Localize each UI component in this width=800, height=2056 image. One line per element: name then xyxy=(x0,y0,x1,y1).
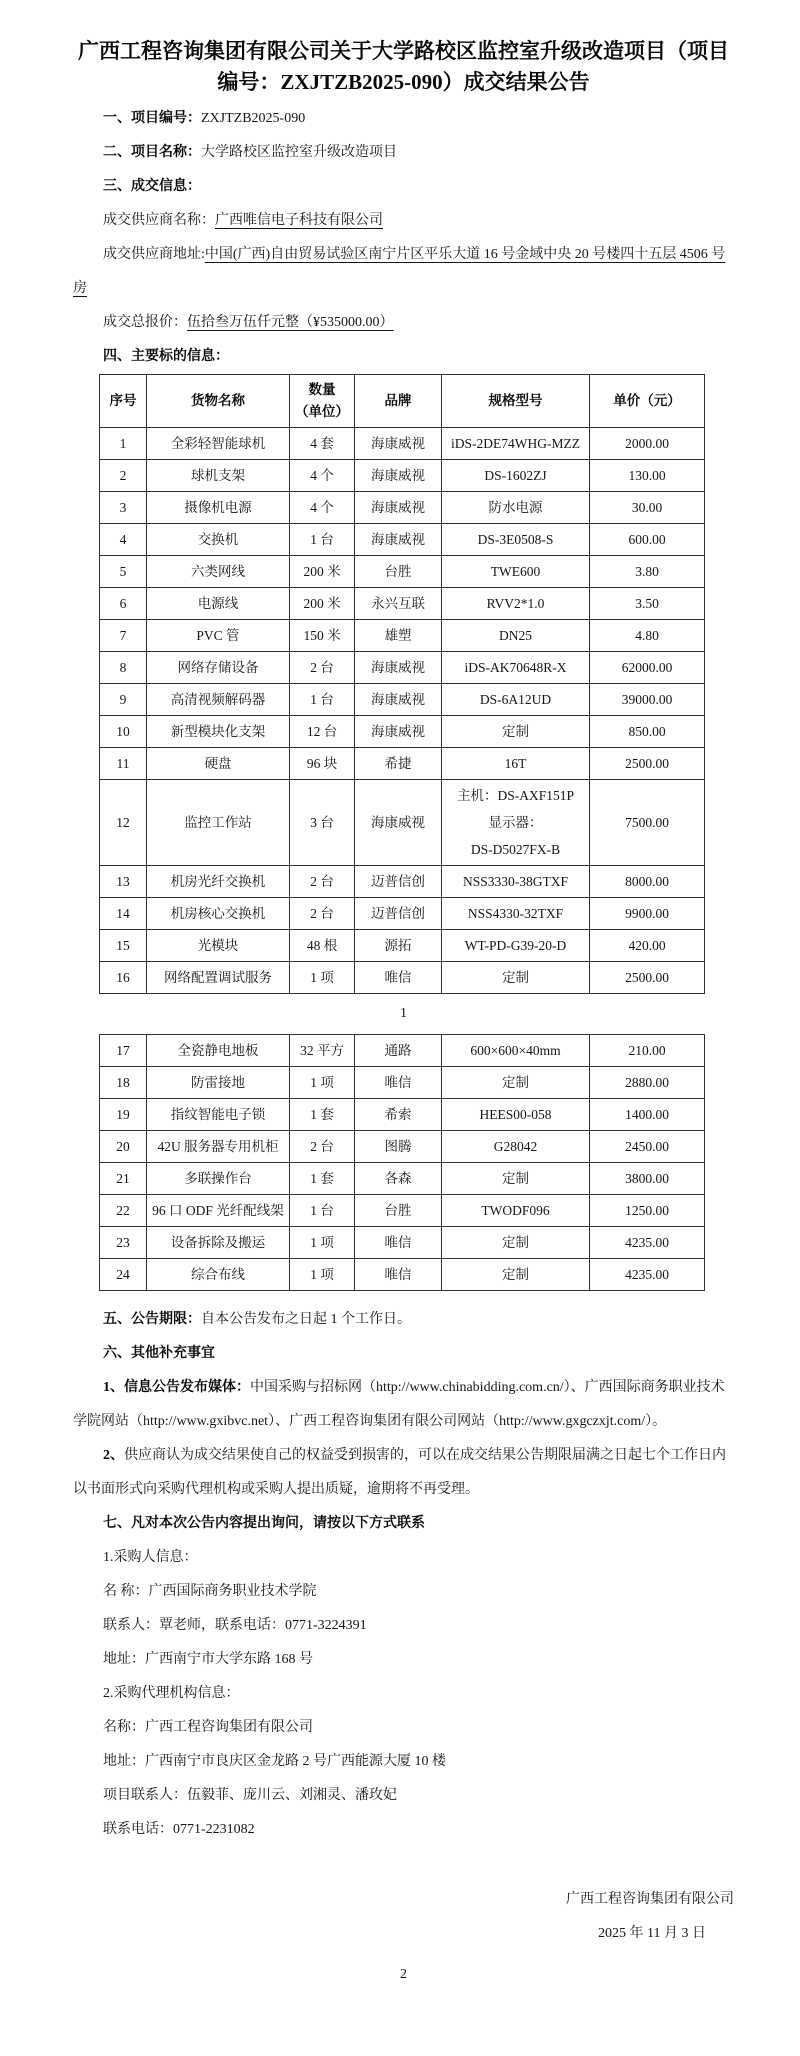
cell-spec: HEES00-058 xyxy=(442,1099,590,1131)
cell-spec: DS-6A12UD xyxy=(442,684,590,716)
agency-name-line: 名称：广西工程咨询集团有限公司 xyxy=(103,1720,313,1735)
cell-unit-price: 2450.00 xyxy=(590,1131,705,1163)
cell-spec: iDS-2DE74WHG-MZZ xyxy=(442,428,590,460)
cell-quantity: 1 台 xyxy=(290,524,355,556)
cell-index: 16 xyxy=(100,962,147,994)
cell-index: 22 xyxy=(100,1195,147,1227)
cell-item-name: 全彩轻智能球机 xyxy=(147,428,290,460)
cell-item-name: 网络存储设备 xyxy=(147,652,290,684)
cell-brand: 希捷 xyxy=(355,748,442,780)
footer-date: 2025 年 11 月 3 日 xyxy=(598,1926,706,1941)
cell-quantity: 1 套 xyxy=(290,1163,355,1195)
cell-unit-price: 62000.00 xyxy=(590,652,705,684)
cell-item-name: 96 口 ODF 光纤配线架 xyxy=(147,1195,290,1227)
cell-unit-price: 2880.00 xyxy=(590,1067,705,1099)
table-row xyxy=(100,588,705,620)
page-title: 广西工程咨询集团有限公司关于大学路校区监控室升级改造项目（项目编号：ZXJTZB2025-090）成交结果公告 xyxy=(78,39,729,94)
cell-brand: 各森 xyxy=(355,1163,442,1195)
table-row xyxy=(100,930,705,962)
cell-unit-price: 210.00 xyxy=(590,1035,705,1067)
cell-index: 11 xyxy=(100,748,147,780)
cell-spec: 定制 xyxy=(442,1067,590,1099)
cell-spec: DS-3E0508-S xyxy=(442,524,590,556)
cell-brand: 海康威视 xyxy=(355,684,442,716)
cell-item-name: 交换机 xyxy=(147,524,290,556)
objection-label: 2、 xyxy=(103,1448,124,1463)
cell-brand: 海康威视 xyxy=(355,780,442,866)
cell-spec: 600×600×40mm xyxy=(442,1035,590,1067)
cell-unit-price: 420.00 xyxy=(590,930,705,962)
cell-index: 17 xyxy=(100,1035,147,1067)
cell-brand: 海康威视 xyxy=(355,428,442,460)
cell-unit-price: 30.00 xyxy=(590,492,705,524)
cell-quantity: 2 台 xyxy=(290,898,355,930)
table-row xyxy=(100,1131,705,1163)
cell-item-name: 指纹智能电子锁 xyxy=(147,1099,290,1131)
table-row xyxy=(100,866,705,898)
table-row xyxy=(100,780,705,866)
cell-spec: 16T xyxy=(442,748,590,780)
media-line xyxy=(73,1371,734,1439)
project-name-value: 大学路校区监控室升级改造项目 xyxy=(201,145,397,160)
table-row xyxy=(100,620,705,652)
project-name-line xyxy=(73,136,734,170)
table-row xyxy=(100,652,705,684)
supplier-address-value: 中国(广西)自由贸易试验区南宁片区平乐大道 16 号金域中央 20 号楼四十五层 4506 号房 xyxy=(73,247,726,296)
cell-index: 24 xyxy=(100,1259,147,1291)
cell-unit-price: 600.00 xyxy=(590,524,705,556)
cell-item-name: 机房光纤交换机 xyxy=(147,866,290,898)
cell-spec: TWODF096 xyxy=(442,1195,590,1227)
cell-unit-price: 2000.00 xyxy=(590,428,705,460)
cell-quantity: 4 个 xyxy=(290,492,355,524)
cell-index: 3 xyxy=(100,492,147,524)
footer-organization: 广西工程咨询集团有限公司 xyxy=(566,1892,734,1907)
supplier-address-line xyxy=(73,238,734,306)
cell-unit-price: 2500.00 xyxy=(590,962,705,994)
period-value: 自本公告发布之日起 1 个工作日。 xyxy=(201,1312,411,1327)
cell-quantity: 2 台 xyxy=(290,1131,355,1163)
period-line xyxy=(73,1303,734,1337)
contact-heading: 七、凡对本次公告内容提出询问，请按以下方式联系 xyxy=(103,1516,425,1531)
cell-brand: 海康威视 xyxy=(355,524,442,556)
cell-index: 5 xyxy=(100,556,147,588)
cell-unit-price: 3800.00 xyxy=(590,1163,705,1195)
media-value: 中国采购与招标网（http://www.chinabidding.com.cn/）、广西国际商务职业技术学院网站（http://www.gxibvc.net）、广西工程咨询集团有限公司网站（http://www.gxgczxjt.com/）。 xyxy=(73,1380,725,1429)
project-number-value: ZXJTZB2025-090 xyxy=(201,111,306,126)
header-index: 序号 xyxy=(100,375,147,428)
header-unit-price: 单价（元） xyxy=(590,375,705,428)
cell-brand: 通路 xyxy=(355,1035,442,1067)
cell-brand: 海康威视 xyxy=(355,460,442,492)
table-row xyxy=(100,898,705,930)
table-row xyxy=(100,748,705,780)
cell-brand: 海康威视 xyxy=(355,492,442,524)
cell-item-name: 多联操作台 xyxy=(147,1163,290,1195)
cell-index: 2 xyxy=(100,460,147,492)
table-row xyxy=(100,1067,705,1099)
cell-quantity: 1 项 xyxy=(290,1227,355,1259)
cell-quantity: 32 平方 xyxy=(290,1035,355,1067)
cell-spec: 主机：DS-AXF151P 显示器： DS-D5027FX-B xyxy=(442,780,590,866)
cell-unit-price: 9900.00 xyxy=(590,898,705,930)
cell-item-name: 综合布线 xyxy=(147,1259,290,1291)
cell-quantity: 2 台 xyxy=(290,652,355,684)
purchaser-address-line: 地址：广西南宁市大学东路 168 号 xyxy=(103,1652,313,1667)
cell-unit-price: 1400.00 xyxy=(590,1099,705,1131)
cell-spec: 定制 xyxy=(442,1227,590,1259)
cell-quantity: 1 项 xyxy=(290,1259,355,1291)
cell-unit-price: 4235.00 xyxy=(590,1259,705,1291)
cell-spec: WT-PD-G39-20-D xyxy=(442,930,590,962)
cell-brand: 唯信 xyxy=(355,1259,442,1291)
table-row xyxy=(100,492,705,524)
cell-brand: 雄塑 xyxy=(355,620,442,652)
cell-index: 14 xyxy=(100,898,147,930)
table-row xyxy=(100,428,705,460)
header-item-name: 货物名称 xyxy=(147,375,290,428)
cell-spec: 防水电源 xyxy=(442,492,590,524)
agency-phone-line: 联系电话：0771-2231082 xyxy=(103,1822,255,1837)
table-row xyxy=(100,1259,705,1291)
cell-item-name: 设备拆除及搬运 xyxy=(147,1227,290,1259)
cell-index: 19 xyxy=(100,1099,147,1131)
cell-item-name: 球机支架 xyxy=(147,460,290,492)
cell-quantity: 200 米 xyxy=(290,556,355,588)
cell-brand: 唯信 xyxy=(355,1067,442,1099)
cell-spec: 定制 xyxy=(442,1163,590,1195)
cell-quantity: 96 块 xyxy=(290,748,355,780)
cell-spec: G28042 xyxy=(442,1131,590,1163)
media-label: 1、信息公告发布媒体： xyxy=(103,1380,250,1395)
cell-quantity: 1 项 xyxy=(290,1067,355,1099)
other-heading: 六、其他补充事宜 xyxy=(103,1346,215,1361)
cell-index: 18 xyxy=(100,1067,147,1099)
total-price-line xyxy=(73,306,734,340)
cell-index: 1 xyxy=(100,428,147,460)
table-row xyxy=(100,716,705,748)
cell-quantity: 3 台 xyxy=(290,780,355,866)
cell-item-name: 电源线 xyxy=(147,588,290,620)
cell-brand: 海康威视 xyxy=(355,652,442,684)
cell-spec: DN25 xyxy=(442,620,590,652)
table-row xyxy=(100,1035,705,1067)
cell-quantity: 48 根 xyxy=(290,930,355,962)
cell-index: 10 xyxy=(100,716,147,748)
cell-brand: 图腾 xyxy=(355,1131,442,1163)
cell-spec: TWE600 xyxy=(442,556,590,588)
cell-item-name: PVC 管 xyxy=(147,620,290,652)
cell-brand: 海康威视 xyxy=(355,716,442,748)
cell-brand: 台胜 xyxy=(355,556,442,588)
cell-index: 13 xyxy=(100,866,147,898)
header-spec: 规格型号 xyxy=(442,375,590,428)
cell-brand: 唯信 xyxy=(355,1227,442,1259)
header-quantity: 数量 （单位） xyxy=(290,375,355,428)
cell-index: 12 xyxy=(100,780,147,866)
cell-unit-price: 850.00 xyxy=(590,716,705,748)
agency-address-line: 地址：广西南宁市良庆区金龙路 2 号广西能源大厦 10 楼 xyxy=(103,1754,446,1769)
cell-quantity: 1 项 xyxy=(290,962,355,994)
cell-index: 4 xyxy=(100,524,147,556)
purchaser-heading: 1.采购人信息： xyxy=(103,1550,198,1565)
header-brand: 品牌 xyxy=(355,375,442,428)
cell-item-name: 全瓷静电地板 xyxy=(147,1035,290,1067)
cell-spec: 定制 xyxy=(442,1259,590,1291)
cell-brand: 迈普信创 xyxy=(355,866,442,898)
cell-spec: DS-1602ZJ xyxy=(442,460,590,492)
table-row xyxy=(100,524,705,556)
cell-index: 23 xyxy=(100,1227,147,1259)
cell-unit-price: 2500.00 xyxy=(590,748,705,780)
project-number-line xyxy=(73,102,734,136)
cell-unit-price: 7500.00 xyxy=(590,780,705,866)
cell-spec: iDS-AK70648R-X xyxy=(442,652,590,684)
cell-brand: 源拓 xyxy=(355,930,442,962)
cell-unit-price: 3.50 xyxy=(590,588,705,620)
page-number-2: 2 xyxy=(400,1967,407,1982)
cell-unit-price: 8000.00 xyxy=(590,866,705,898)
cell-spec: RVV2*1.0 xyxy=(442,588,590,620)
cell-unit-price: 1250.00 xyxy=(590,1195,705,1227)
cell-index: 15 xyxy=(100,930,147,962)
items-table-header-row xyxy=(100,375,705,428)
cell-brand: 台胜 xyxy=(355,1195,442,1227)
table-row xyxy=(100,1163,705,1195)
cell-brand: 希索 xyxy=(355,1099,442,1131)
table-row xyxy=(100,1195,705,1227)
table-row xyxy=(100,1227,705,1259)
cell-brand: 永兴互联 xyxy=(355,588,442,620)
deal-info-heading: 三、成交信息： xyxy=(103,179,201,194)
project-number-label: 一、项目编号： xyxy=(103,111,201,126)
cell-quantity: 1 台 xyxy=(290,684,355,716)
agency-heading: 2.采购代理机构信息： xyxy=(103,1686,240,1701)
table-row xyxy=(100,460,705,492)
table-row xyxy=(100,962,705,994)
cell-index: 6 xyxy=(100,588,147,620)
cell-index: 21 xyxy=(100,1163,147,1195)
cell-index: 20 xyxy=(100,1131,147,1163)
table-row xyxy=(100,684,705,716)
items-table-page1 xyxy=(99,374,705,994)
cell-quantity: 2 台 xyxy=(290,866,355,898)
cell-quantity: 4 套 xyxy=(290,428,355,460)
period-label: 五、公告期限： xyxy=(103,1312,201,1327)
cell-index: 8 xyxy=(100,652,147,684)
project-name-label: 二、项目名称： xyxy=(103,145,201,160)
cell-item-name: 光模块 xyxy=(147,930,290,962)
purchaser-contact-line: 联系人：覃老师，联系电话：0771-3224391 xyxy=(103,1618,367,1633)
cell-brand: 唯信 xyxy=(355,962,442,994)
table-row xyxy=(100,1099,705,1131)
cell-quantity: 12 台 xyxy=(290,716,355,748)
cell-item-name: 42U 服务器专用机柜 xyxy=(147,1131,290,1163)
agency-contacts-line: 项目联系人：伍毅菲、庞川云、刘湘灵、潘玫妃 xyxy=(103,1788,397,1803)
items-table-page2 xyxy=(99,1034,705,1291)
objection-value: 供应商认为成交结果使自己的权益受到损害的，可以在成交结果公告期限届满之日起七个工作日内以书面形式向采购代理机构或采购人提出质疑，逾期将不再受理。 xyxy=(73,1448,726,1497)
total-price-label: 成交总报价： xyxy=(103,315,187,330)
cell-unit-price: 4.80 xyxy=(590,620,705,652)
cell-quantity: 4 个 xyxy=(290,460,355,492)
supplier-value: 广西唯信电子科技有限公司 xyxy=(215,213,383,228)
cell-item-name: 机房核心交换机 xyxy=(147,898,290,930)
cell-quantity: 1 套 xyxy=(290,1099,355,1131)
cell-brand: 迈普信创 xyxy=(355,898,442,930)
cell-unit-price: 130.00 xyxy=(590,460,705,492)
cell-item-name: 网络配置调试服务 xyxy=(147,962,290,994)
cell-item-name: 摄像机电源 xyxy=(147,492,290,524)
supplier-label: 成交供应商名称： xyxy=(103,213,215,228)
cell-unit-price: 4235.00 xyxy=(590,1227,705,1259)
cell-quantity: 150 米 xyxy=(290,620,355,652)
cell-item-name: 新型模块化支架 xyxy=(147,716,290,748)
cell-item-name: 防雷接地 xyxy=(147,1067,290,1099)
cell-spec: NSS3330-38GTXF xyxy=(442,866,590,898)
items-heading: 四、主要标的信息： xyxy=(103,349,229,364)
purchaser-name-line: 名 称：广西国际商务职业技术学院 xyxy=(103,1584,317,1599)
page-number-1: 1 xyxy=(400,1006,407,1021)
cell-item-name: 高清视频解码器 xyxy=(147,684,290,716)
cell-unit-price: 39000.00 xyxy=(590,684,705,716)
cell-index: 7 xyxy=(100,620,147,652)
total-price-value: 伍拾叁万伍仟元整（¥535000.00） xyxy=(187,315,394,330)
cell-unit-price: 3.80 xyxy=(590,556,705,588)
cell-item-name: 监控工作站 xyxy=(147,780,290,866)
cell-spec: NSS4330-32TXF xyxy=(442,898,590,930)
table-row xyxy=(100,556,705,588)
cell-quantity: 1 台 xyxy=(290,1195,355,1227)
supplier-line xyxy=(73,204,734,238)
cell-item-name: 硬盘 xyxy=(147,748,290,780)
cell-item-name: 六类网线 xyxy=(147,556,290,588)
cell-quantity: 200 米 xyxy=(290,588,355,620)
cell-spec: 定制 xyxy=(442,716,590,748)
cell-spec: 定制 xyxy=(442,962,590,994)
objection-line xyxy=(73,1439,734,1507)
supplier-address-label: 成交供应商地址: xyxy=(103,247,205,262)
cell-index: 9 xyxy=(100,684,147,716)
